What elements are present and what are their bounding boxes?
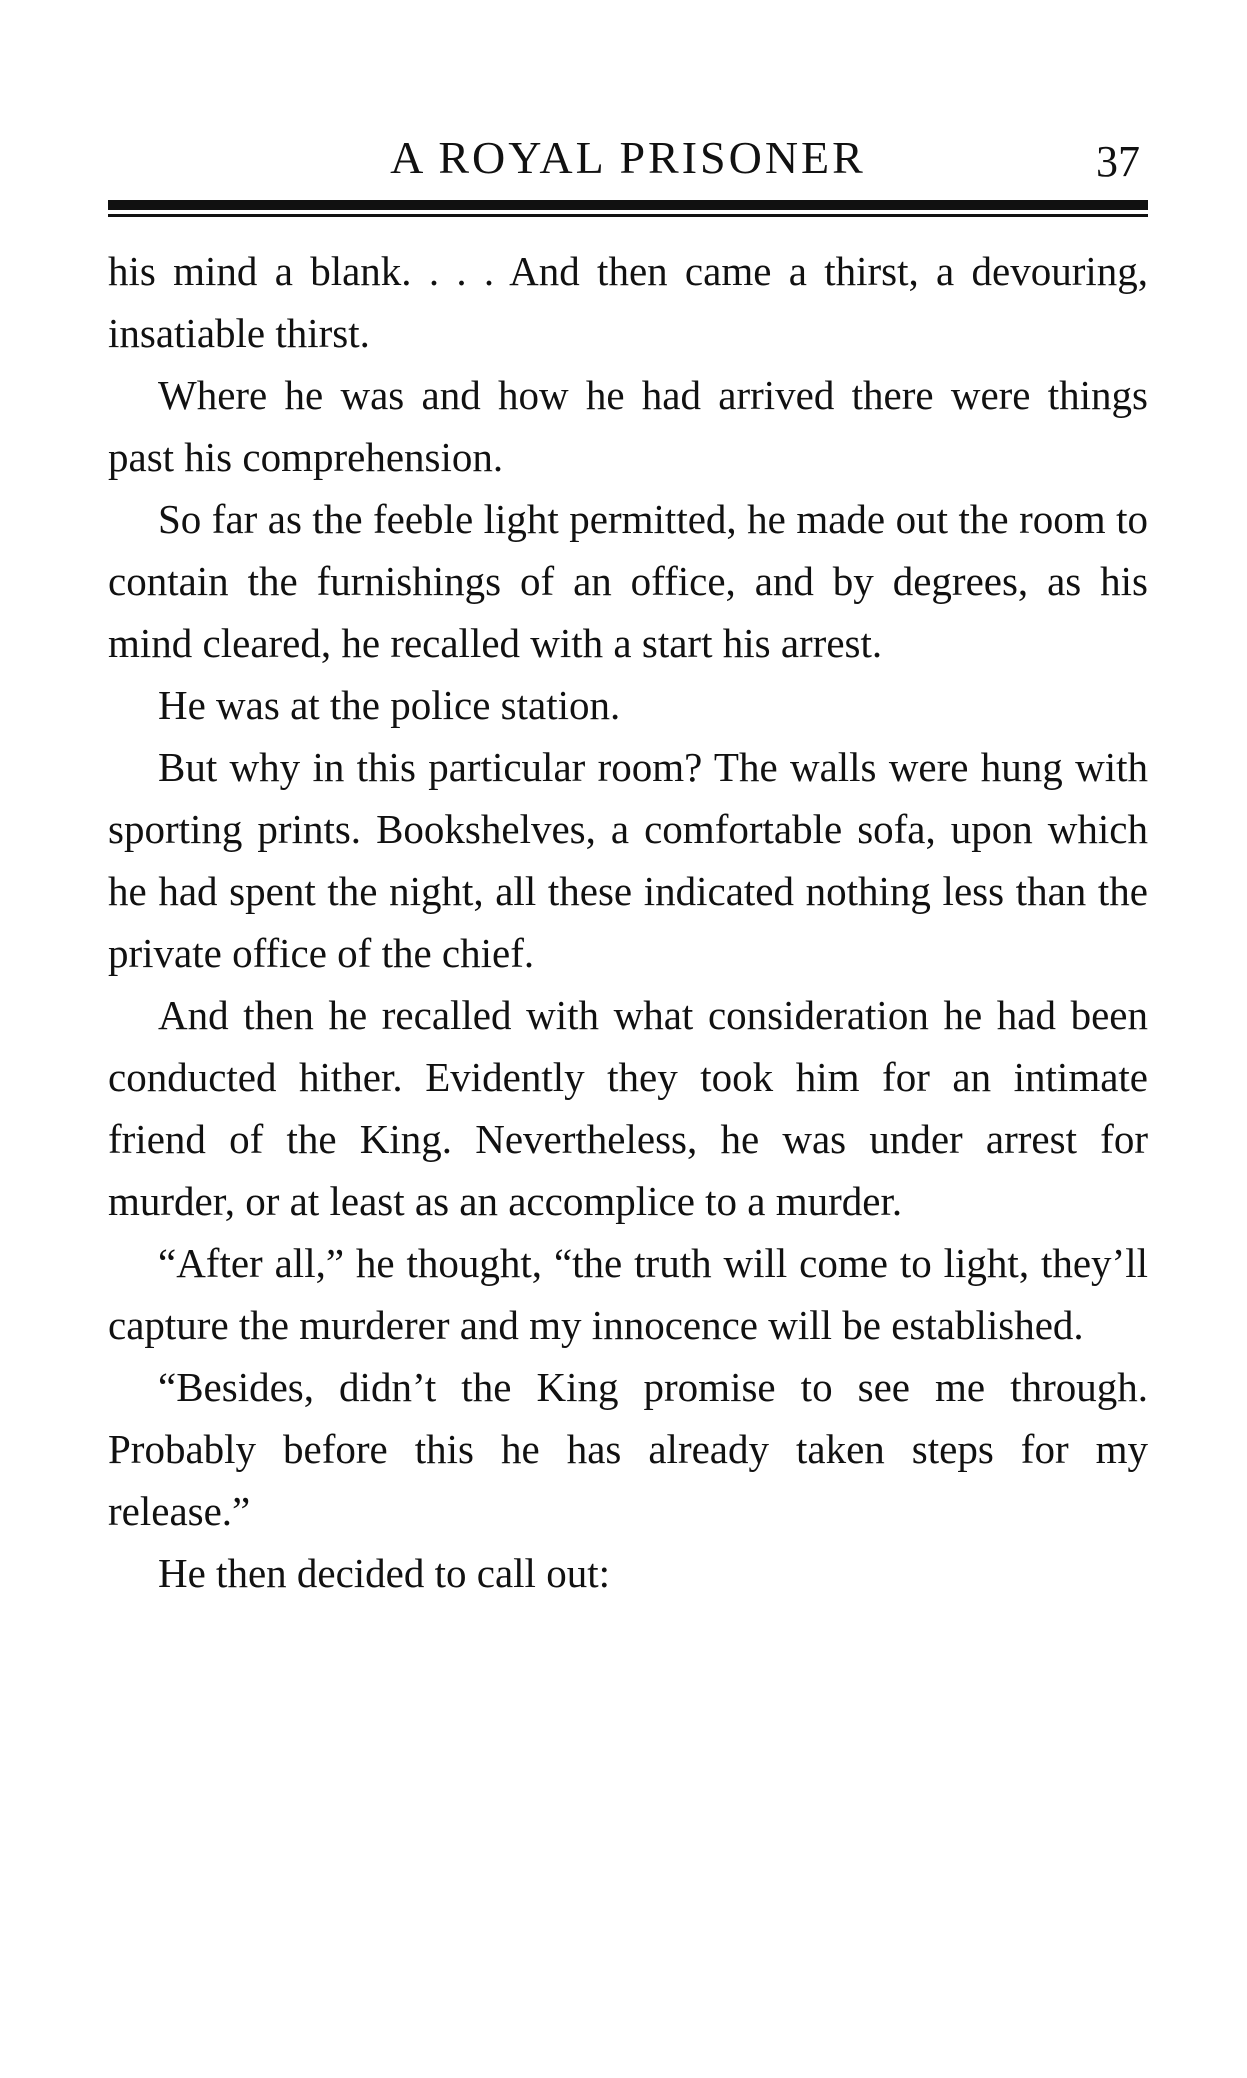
paragraph: So far as the feeble light permitted, he made out the room to contain the furnishings of an office, and by degrees, as his mind cleared, he recalled with a start his arrest. <box>108 496 1148 666</box>
paragraph: “Besides, didn’t the King promise to see me through. Probably before this he has already taken steps for my release.” <box>108 1364 1148 1534</box>
paragraph: “After all,” he thought, “the truth will come to light, they’ll capture the murderer and my innocence will be established. <box>108 1240 1148 1348</box>
body-text <box>108 240 1148 1604</box>
running-title: A ROYAL PRISONER <box>390 132 866 183</box>
page-number: 37 <box>1096 137 1140 186</box>
header-rule-thin <box>108 214 1148 217</box>
paragraph: And then he recalled with what consideration he had been conducted hither. Evidently they took him for an intimate friend of the King. Nevertheless, he was under arrest for murder, or at least as an accomplice to a murder. <box>108 992 1148 1224</box>
paragraph-continuation: his mind a blank. . . . And then came a thirst, a devouring, insatiable thirst. <box>108 248 1148 356</box>
paragraph: But why in this particular room? The walls were hung with sporting prints. Bookshelves, a comfortable sofa, upon which he had spent the night, all these indicated nothing less than the private office of the chief. <box>108 744 1148 976</box>
paragraph: He was at the police station. <box>158 682 621 728</box>
running-head <box>108 128 1148 188</box>
header-rule-thick <box>108 200 1148 210</box>
paragraph: Where he was and how he had arrived there were things past his comprehension. <box>108 372 1148 480</box>
paragraph: He then decided to call out: <box>158 1550 610 1596</box>
